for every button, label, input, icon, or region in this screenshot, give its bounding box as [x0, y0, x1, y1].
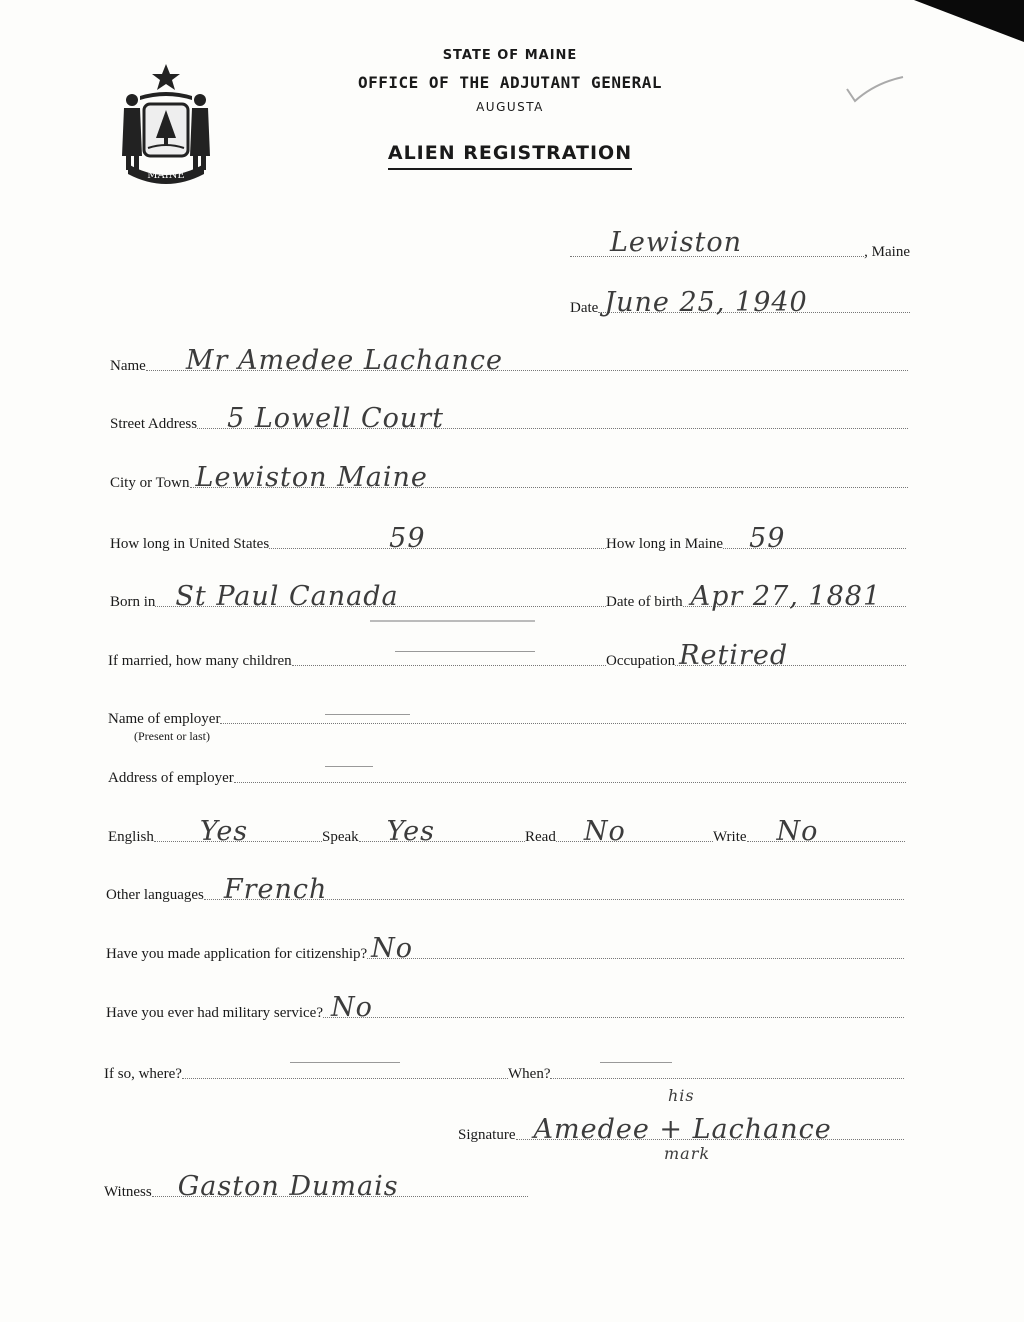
- years-us-value: 59: [389, 523, 426, 554]
- witness-value: Gaston Dumais: [177, 1171, 399, 1202]
- years-maine-label: How long in Maine: [606, 536, 724, 552]
- citizenship-row: [106, 933, 904, 964]
- occupation-row: [606, 640, 906, 671]
- witness-label: Witness: [104, 1184, 152, 1200]
- header-city: AUGUSTA: [476, 100, 544, 114]
- english-label: English: [108, 829, 154, 845]
- date-row: [570, 287, 910, 318]
- where-label: If so, where?: [104, 1066, 182, 1082]
- document-header: [330, 48, 690, 170]
- header-state: STATE OF MAINE: [442, 48, 578, 63]
- date-value: June 25, 1940: [604, 287, 808, 318]
- scan-corner: [914, 0, 1024, 42]
- signature-label: Signature: [458, 1127, 516, 1143]
- occupation-value: Retired: [679, 640, 789, 671]
- military-value: No: [331, 992, 373, 1023]
- citizenship-value: No: [371, 933, 414, 964]
- speak-label: Speak: [322, 829, 359, 845]
- military-row: [106, 992, 904, 1023]
- employer-address-dash: [325, 766, 373, 767]
- dob-row: [606, 581, 906, 612]
- years-maine-row: [606, 523, 906, 554]
- speak-value: Yes: [386, 816, 435, 847]
- years-us-row: [110, 523, 606, 554]
- write-label: Write: [713, 829, 747, 845]
- english-value: Yes: [199, 816, 249, 847]
- header-office: OFFICE OF THE ADJUTANT GENERAL: [358, 73, 662, 92]
- occupation-label: Occupation: [606, 653, 676, 669]
- military-label: Have you ever had military service?: [106, 1005, 323, 1021]
- other-languages-label: Other languages: [106, 887, 204, 903]
- speak-row: [322, 816, 525, 847]
- other-languages-value: French: [223, 874, 328, 905]
- born-value: St Paul Canada: [175, 581, 399, 612]
- years-us-label: How long in United States: [110, 536, 270, 552]
- read-label: Read: [525, 829, 556, 845]
- employer-sublabel: (Present or last): [134, 729, 210, 743]
- seal-text: MAINE: [147, 170, 185, 181]
- town-suffix: , Maine: [864, 244, 910, 260]
- signature-value: Amedee + Lachance: [533, 1114, 832, 1145]
- when-dash: [600, 1062, 672, 1063]
- street-label: Street Address: [110, 416, 198, 432]
- employer-row: [108, 711, 906, 728]
- write-row: [713, 816, 905, 847]
- name-label: Name: [110, 358, 146, 374]
- read-row: [525, 816, 713, 847]
- write-value: No: [776, 816, 819, 847]
- pencil-underline: [370, 620, 535, 622]
- other-languages-row: [106, 874, 904, 905]
- town-value: Lewiston: [610, 227, 743, 258]
- dob-value: Apr 27, 1881: [690, 581, 882, 612]
- born-label: Born in: [110, 594, 156, 610]
- children-label: If married, how many children: [108, 653, 292, 669]
- born-row: [110, 581, 606, 612]
- town-row: [570, 227, 910, 261]
- years-maine-value: 59: [749, 523, 786, 554]
- employer-address-row: [108, 770, 906, 787]
- read-value: No: [583, 816, 626, 847]
- name-value: Mr Amedee Lachance: [185, 345, 503, 376]
- witness-row: [104, 1171, 528, 1202]
- citizenship-label: Have you made application for citizenship?: [106, 946, 368, 962]
- city-label: City or Town: [110, 475, 190, 491]
- english-row: [108, 816, 322, 847]
- name-row: [110, 345, 908, 376]
- when-label: When?: [508, 1066, 551, 1082]
- where-row: [104, 1066, 508, 1083]
- signature-note-top: his: [668, 1086, 695, 1105]
- children-row: [108, 653, 606, 670]
- signature-row: [458, 1114, 904, 1145]
- employer-dash: [325, 714, 410, 715]
- children-dash: [395, 651, 535, 652]
- where-dash: [290, 1062, 400, 1063]
- dob-label: Date of birth: [606, 594, 683, 610]
- when-row: [508, 1066, 904, 1083]
- maine-seal-icon: [112, 60, 220, 188]
- city-row: [110, 462, 908, 493]
- employer-label: Name of employer: [108, 711, 221, 727]
- checkmark-icon: [845, 75, 905, 105]
- date-label: Date: [570, 300, 599, 316]
- form-title: ALIEN REGISTRATION: [388, 142, 632, 170]
- street-row: [110, 403, 908, 434]
- street-value: 5 Lowell Court: [227, 403, 445, 434]
- employer-address-label: Address of employer: [108, 770, 234, 786]
- city-value: Lewiston Maine: [195, 462, 428, 493]
- signature-note-bottom: mark: [664, 1144, 711, 1163]
